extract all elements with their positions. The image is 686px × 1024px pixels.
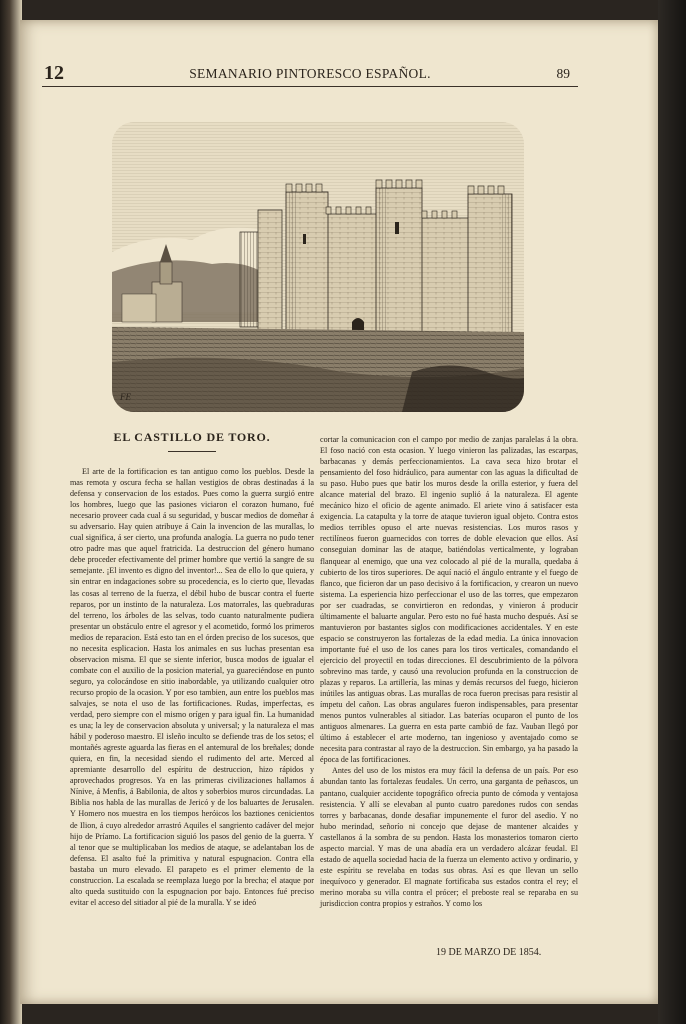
book-binding — [0, 0, 22, 1024]
castle-engraving — [112, 122, 524, 412]
title-divider — [168, 451, 216, 452]
article-title: EL CASTILLO DE TORO. — [113, 430, 271, 444]
page-number: 89 — [556, 66, 570, 81]
article-paragraph: El arte de la fortificacion es tan antiguo como los pueblos. Desde la mas remota y oscura fecha se hallan vestigios de obras destinadas á la defensa y conservacion de los estados. Pues como la guerra surgió entre los hombres, luego que las pasiones viciaron el corazon humano, fué necesario proveer cada cual á su seguridad, y buscar medios de domeñar á su adversario. Hay quien atribuye á Cain la invencion de las murallas, lo cual significa, á ser cierto, una profunda analogía. La guerra no pudo tener otro padre mas que aquel fratricida. La destruccion del género humano debe proceder efectivamente del primer hombre que vertió la sangre de su semejante. ¡El invento es digno del inventor!... Sea de ello lo que quiera, y sin entrar en indagaciones sobre su procedencia, es lo cierto que, llevadas las cosas al terreno de la fuerza, el débil hubo de buscar contra el fuerte reparos, por un instinto de la naturaleza. Los matorrales, las quebraduras del terreno, los árboles de las selvas, todo cuanto naturalmente pudiera presentar un obstáculo entre el agresor y el acometido, formó los primeros medios de reparacion. Está esto tan en el órden preciso de los sucesos, que no necesita esplicacion. Hasta los animales en sus luchas presentan esa observacion misma. El que se siente inferior, busca modos de igualar el combate con el auxilio de la posicion material, ya guareciéndose en punto seguro, ya colocándose en sitio inabordable, ya utilizando cualquier otro recurso propio de la ocasion. Y por eso tambien, aun entre los pueblos mas salvajes, se nota el uso de las fortificaciones. Rudas, imperfectas, es verdad, pero siempre con el mismo orígen y para igual fin. La humanidad es una; la ley de conservacion absoluta y universal; y la naturaleza el mas hábil y poderoso maestro. El isleño inculto se defiende tras de los setos; el montañés agreste aguarda las fieras en el antemural de los breñales; donde quiera, en fin, la necesidad siendo el rudimento del arte. Merced al apremiante desarrollo del espíritu de destruccion, hizo rápidos y aprovechados progresos. Ya en las primeras civilizaciones hallamos á Nínive, á Menfis, á Babilonia, de altos y soberbios muros circundadas. La Biblia nos habla de las murallas de Jericó y de los baluartes de Jerusalen. Y Homero nos muestra en los tiempos heróicos los baztiones cenicientos de Ilion, á cuyo alrededor arrastró Aquiles el sangriento cadáver del mejor hijo de Príamo. La fortificacion siguió los pasos del genio de la guerra. Y al tenor que se multiplicaban los medios de ataque, se adelantaban los de defensa. El asalto fué la primitiva y natural espugnacion. Contra ella bastaba un muro elevado. El parapeto es el primer elemento de la construccion. La escalada se reemplaza luego por la brecha; el ataque por alto queda sustituido con la espugnacion por bajo. Entonces fué preciso evitar el acceso del sitiador al pié de la muralla. Y se ideó — [70, 467, 314, 907]
publication-title: SEMANARIO PINTORESCO ESPAÑOL. — [189, 66, 431, 81]
castle-illustration — [112, 122, 524, 412]
artist-signature: FE — [120, 392, 131, 402]
right-column — [320, 434, 578, 944]
article-paragraph: cortar la comunicacion con el campo por medio de zanjas paralelas á la obra. El foso nació con esta ocasion. Y luego vinieron las palizadas, las escarpas, barbacanas y demás perfeccionamientos. La cava seca hizo brotar el pensamiento del foso hidráulico, para aumentar con las aguas la dificultad de su paso. Hubo pues que batir los muros desde la orilla esterior, y fuera del alcance material del brazo. El ingenio suplió á la naturaleza. El agente mecánico hizo el oficio de agente animado. El ariete vino á satisfacer esta exigencia. La catapulta y la torre de ataque tuvieron igual objeto. Contra estos medios terribles opuso el arte nuevas resistencias. Los muros rasos y rectilíneos fueron guarnecidos con torres de doble elevacion que ellos. Así conseguian dominar las de ataque, batiéndolas verticalmente, y lograban flanquear al enemigo, que una vez colocado al pié de la muralla, quedaba á cubierto de los tiros superiores. De aquí nació el ángulo entrante y el fuego de flanco, que ficieron dar un paso decisivo á la fortificacion, y crearon un nuevo sistema. La esperiencia hizo perfeccionar el uso de las torres, que empezaron por ser cuadradas, se convirtieron en redondas, y vinieron á producir últimamente el baluarte angular. Pero esto no fué hasta mucho después. Así se mantuvieron por bastantes siglos con modificaciones accidentales. Y en este espacio se construyeron las fortalezas de la edad media. La única innovacion importante fué el uso de los canes para los tiros verticales, comandando el ejercicio del proyectil en todas direcciones. El descubrimiento de la pólvora sobrevino mas tarde, y causó una revolucion profunda en la construccion de plazas y reparos. La artillería, las minas y demás recursos del fuego, hicieron inútiles las antiguas obras. Las murallas de roca fueron precisas para resistir al ímpetu del cañon. Las obras angulares fueron indispensables, para presentar menos puntos vulnerables al sitiador. Las baterías ocuparon el punto de los antiguos almenares. La guerra en esta parte cambió de faz. Vauban llegó por último á establecer el arte moderno, tan ingenioso y aventajado como se necesita para contrastar al rayo de la destruccion. Sin embargo, ya ha pasado la época de las fortificaciones. — [320, 435, 578, 765]
page-header — [42, 62, 578, 87]
article-paragraph: Antes del uso de los mistos era muy fácil la defensa de un país. Por eso abundan tanto las fortalezas feudales. Un cerro, una garganta de peñascos, un pantano, cualquier accidente topográfico ofrecia punto de cómoda y ventajosa resistencia. Y allí se elevaban al punto cuatro paredones rudos con sendas torres y barbacanas, donde desafiar impunemente el furor del asedio. Y no hubo merindad, señorío ni concejo que dejase de mantener alcaides y castellanos á la sombra de su pendon. Hasta los monasterios tomaron cierto aspecto marcial. Y mas de una abadía era un verdadero alcázar feudal. El estado de aquella sociedad hacia de la fuerza un elemento activo y ordinario, y este espíritu se revelaba en todas sus obras. Así es que llevan un sello inequívoco y generador. El magnate fortificaba sus estados contra el rey; el merino moraba su villa contra el prócer; el preboste real se reparaba en su jurisdiccion contra propios y estraños. Y como los — [320, 766, 578, 908]
issue-date: 19 DE MARZO DE 1854. — [436, 947, 542, 958]
left-column — [70, 430, 314, 950]
scan-background — [658, 0, 686, 1024]
issue-number: 12 — [44, 62, 64, 84]
